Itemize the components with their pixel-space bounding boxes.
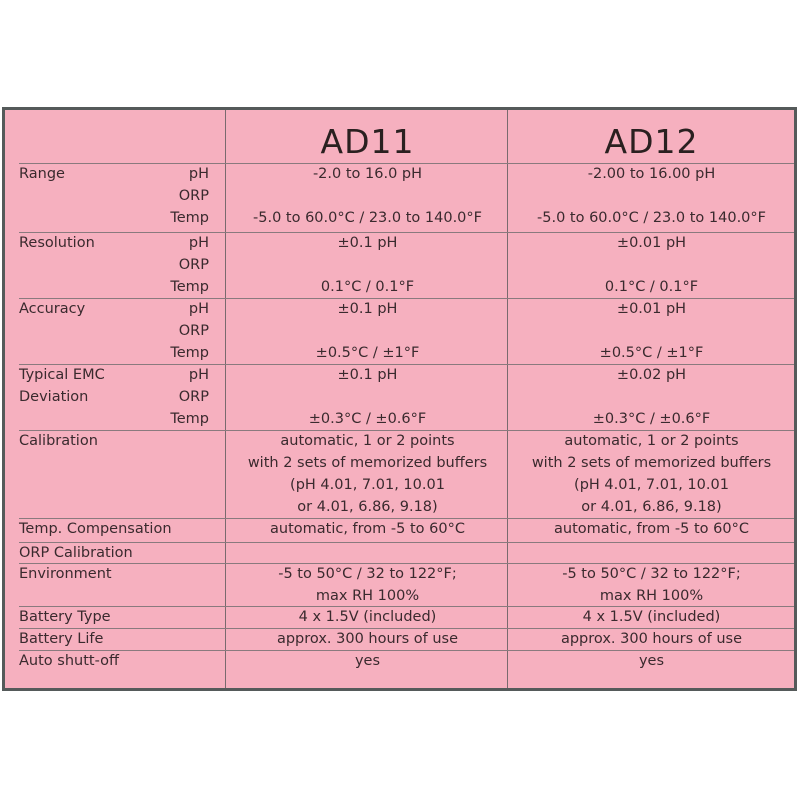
ad11-value: approx. 300 hours of use xyxy=(276,631,459,647)
spec-sublabel: ORP xyxy=(178,323,209,339)
ad12-value: with 2 sets of memorized buffers xyxy=(531,455,772,471)
ad12-value: ±0.01 pH xyxy=(616,301,687,317)
spec-label: Temp. Compensation xyxy=(19,521,172,537)
spec-sublabel: Temp xyxy=(170,210,209,226)
ad12-value: or 4.01, 6.86, 9.18) xyxy=(581,499,722,515)
ad11-value: ±0.3°C / ±0.6°F xyxy=(308,411,427,427)
spec-label: Battery Life xyxy=(19,631,104,647)
ad11-value: -5 to 50°C / 32 to 122°F; xyxy=(278,566,457,582)
spec-label: Typical EMC xyxy=(19,367,105,383)
ad11-value: (pH 4.01, 7.01, 10.01 xyxy=(290,477,445,493)
spec-sublabel: pH xyxy=(188,166,209,182)
spec-label: Accuracy xyxy=(19,301,86,317)
column-divider xyxy=(225,110,226,688)
ad12-value: 0.1°C / 0.1°F xyxy=(604,279,699,295)
ad11-value: yes xyxy=(354,653,381,669)
ad12-value: yes xyxy=(638,653,665,669)
ad11-value: ±0.1 pH xyxy=(337,235,398,251)
ad11-value: ±0.1 pH xyxy=(337,301,398,317)
spec-sublabel: pH xyxy=(188,301,209,317)
spec-label: Auto shutt-off xyxy=(19,653,119,669)
ad11-value: ±0.1 pH xyxy=(337,367,398,383)
spec-label: Deviation xyxy=(19,389,89,405)
ad12-value: approx. 300 hours of use xyxy=(560,631,743,647)
spec-table xyxy=(2,107,797,691)
spec-label: Resolution xyxy=(19,235,95,251)
model-header-ad12: AD12 xyxy=(604,122,699,161)
spec-sublabel: Temp xyxy=(170,345,209,361)
ad11-value: automatic, 1 or 2 points xyxy=(280,433,455,449)
ad11-value: 0.1°C / 0.1°F xyxy=(320,279,415,295)
ad12-value: -5 to 50°C / 32 to 122°F; xyxy=(562,566,741,582)
ad12-value: automatic, 1 or 2 points xyxy=(564,433,739,449)
ad12-value: ±0.5°C / ±1°F xyxy=(599,345,704,361)
spec-sublabel: pH xyxy=(188,367,209,383)
ad12-value: (pH 4.01, 7.01, 10.01 xyxy=(574,477,729,493)
ad11-value: -5.0 to 60.0°C / 23.0 to 140.0°F xyxy=(253,210,482,226)
ad12-value: max RH 100% xyxy=(599,588,704,604)
spec-sublabel: Temp xyxy=(170,411,209,427)
ad11-value: -2.0 to 16.0 pH xyxy=(312,166,423,182)
spec-sublabel: ORP xyxy=(178,389,209,405)
ad11-value: or 4.01, 6.86, 9.18) xyxy=(297,499,438,515)
spec-label: Calibration xyxy=(19,433,98,449)
spec-sublabel: ORP xyxy=(178,188,209,204)
spec-sublabel: pH xyxy=(188,235,209,251)
ad11-value: with 2 sets of memorized buffers xyxy=(247,455,488,471)
model-header-ad11: AD11 xyxy=(320,122,415,161)
ad12-value: -5.0 to 60.0°C / 23.0 to 140.0°F xyxy=(537,210,766,226)
ad11-value: ±0.5°C / ±1°F xyxy=(315,345,420,361)
spec-label: Range xyxy=(19,166,65,182)
spec-sublabel: ORP xyxy=(178,257,209,273)
ad12-value: ±0.02 pH xyxy=(616,367,687,383)
ad12-value: ±0.3°C / ±0.6°F xyxy=(592,411,711,427)
spec-label: Environment xyxy=(19,566,112,582)
ad12-value: automatic, from -5 to 60°C xyxy=(554,521,749,537)
ad11-value: 4 x 1.5V (included) xyxy=(298,609,437,625)
row-divider xyxy=(19,542,794,543)
ad11-value: max RH 100% xyxy=(315,588,420,604)
ad12-value: 4 x 1.5V (included) xyxy=(582,609,721,625)
ad12-value: ±0.01 pH xyxy=(616,235,687,251)
spec-sublabel: Temp xyxy=(170,279,209,295)
ad11-value: automatic, from -5 to 60°C xyxy=(270,521,465,537)
spec-label: Battery Type xyxy=(19,609,111,625)
ad12-value: -2.00 to 16.00 pH xyxy=(587,166,716,182)
spec-label: ORP Calibration xyxy=(19,545,133,561)
